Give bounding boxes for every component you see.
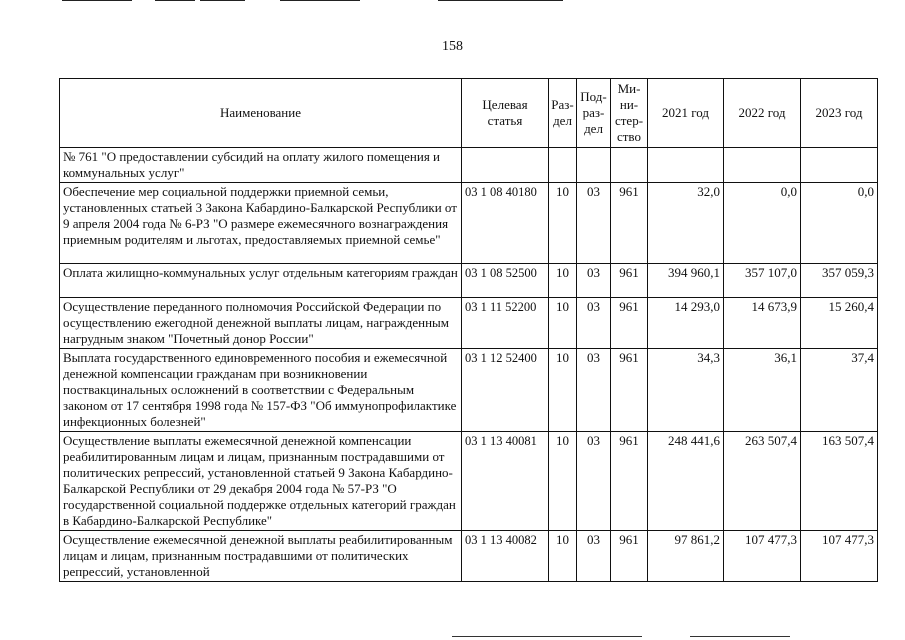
header-2023: 2023 год xyxy=(801,79,878,148)
row-2023: 15 260,4 xyxy=(801,298,878,349)
row-section: 10 xyxy=(549,349,577,432)
scan-artifact-line xyxy=(200,0,245,1)
row-2022: 263 507,4 xyxy=(724,432,801,531)
table-row xyxy=(60,432,878,531)
row-section: 10 xyxy=(549,298,577,349)
row-target-article: 03 1 13 40082 xyxy=(462,531,549,582)
table-row xyxy=(60,148,878,183)
row-2022: 107 477,3 xyxy=(724,531,801,582)
row-subsection: 03 xyxy=(577,264,611,298)
row-name: № 761 "О предоставлении субсидий на оплату жилого помещения и коммунальных услуг" xyxy=(60,148,462,183)
scan-artifact-line xyxy=(62,0,132,1)
row-name: Осуществление выплаты ежемесячной денежной компенсации реабилитированным лицам и лицам, признанным пострадавшими от политических репрессий, установленной статьей 9 Закона Кабардино-Балкарской Республики от 29 декабря 2004 года № 57-РЗ "О государственной социальной поддержке отдельных категорий граждан в Кабардино-Балкарской Республике" xyxy=(60,432,462,531)
row-ministry: 961 xyxy=(611,183,648,264)
table-row xyxy=(60,531,878,582)
row-target-article xyxy=(462,148,549,183)
scan-artifact-line xyxy=(438,0,563,1)
row-ministry: 961 xyxy=(611,432,648,531)
scan-artifact-line xyxy=(280,0,360,1)
row-ministry: 961 xyxy=(611,264,648,298)
row-subsection: 03 xyxy=(577,298,611,349)
header-ministry: Ми- ни- стер- ство xyxy=(611,79,648,148)
row-target-article: 03 1 13 40081 xyxy=(462,432,549,531)
row-subsection: 03 xyxy=(577,349,611,432)
scan-artifact-line xyxy=(690,636,790,637)
table-header-row xyxy=(60,79,878,148)
row-subsection: 03 xyxy=(577,432,611,531)
row-ministry: 961 xyxy=(611,531,648,582)
budget-table xyxy=(59,78,878,582)
row-target-article: 03 1 11 52200 xyxy=(462,298,549,349)
row-subsection: 03 xyxy=(577,183,611,264)
row-2023: 37,4 xyxy=(801,349,878,432)
row-ministry xyxy=(611,148,648,183)
row-2022: 0,0 xyxy=(724,183,801,264)
row-section: 10 xyxy=(549,531,577,582)
row-name: Обеспечение мер социальной поддержки приемной семьи, установленных статьей 3 Закона Кабардино-Балкарской Республики от 9 апреля 2004 года № 6-РЗ "О размере ежемесячного вознаграждения приемным родителям и льготах, предоставляемых приемной семье" xyxy=(60,183,462,264)
row-2022: 357 107,0 xyxy=(724,264,801,298)
scan-artifact-line xyxy=(155,0,195,1)
header-section: Раз- дел xyxy=(549,79,577,148)
row-2021: 14 293,0 xyxy=(648,298,724,349)
row-2022: 36,1 xyxy=(724,349,801,432)
header-target-article: Целевая статья xyxy=(462,79,549,148)
scan-artifact-line xyxy=(452,636,642,637)
row-name: Оплата жилищно-коммунальных услуг отдельным категориям граждан xyxy=(60,264,462,298)
table-row xyxy=(60,349,878,432)
row-section: 10 xyxy=(549,264,577,298)
row-subsection xyxy=(577,148,611,183)
row-2021: 248 441,6 xyxy=(648,432,724,531)
page-number: 158 xyxy=(442,39,463,54)
row-2021: 97 861,2 xyxy=(648,531,724,582)
row-2021: 34,3 xyxy=(648,349,724,432)
header-name: Наименование xyxy=(60,79,462,148)
row-2023: 0,0 xyxy=(801,183,878,264)
table-row xyxy=(60,264,878,298)
row-2021: 394 960,1 xyxy=(648,264,724,298)
header-2021: 2021 год xyxy=(648,79,724,148)
row-2021 xyxy=(648,148,724,183)
row-2023: 163 507,4 xyxy=(801,432,878,531)
row-2022: 14 673,9 xyxy=(724,298,801,349)
row-2022 xyxy=(724,148,801,183)
row-2023 xyxy=(801,148,878,183)
table-row xyxy=(60,183,878,264)
row-2023: 107 477,3 xyxy=(801,531,878,582)
row-target-article: 03 1 08 52500 xyxy=(462,264,549,298)
row-name: Выплата государственного единовременного пособия и ежемесячной денежной компенсации гражданам при возникновении поствакцинальных осложнений в соответствии с Федеральным законом от 17 сентября 1998 года № 157-ФЗ "Об иммунопрофилактике инфекционных болезней" xyxy=(60,349,462,432)
row-subsection: 03 xyxy=(577,531,611,582)
row-section: 10 xyxy=(549,432,577,531)
row-ministry: 961 xyxy=(611,298,648,349)
row-ministry: 961 xyxy=(611,349,648,432)
row-section: 10 xyxy=(549,183,577,264)
header-subsection: Под- раз- дел xyxy=(577,79,611,148)
row-target-article: 03 1 12 52400 xyxy=(462,349,549,432)
row-target-article: 03 1 08 40180 xyxy=(462,183,549,264)
row-name: Осуществление переданного полномочия Российской Федерации по осуществлению ежегодной денежной выплаты лицам, награжденным нагрудным знаком "Почетный донор России" xyxy=(60,298,462,349)
table-row xyxy=(60,298,878,349)
header-2022: 2022 год xyxy=(724,79,801,148)
row-section xyxy=(549,148,577,183)
row-2021: 32,0 xyxy=(648,183,724,264)
row-name: Осуществление ежемесячной денежной выплаты реабилитированным лицам и лицам, признанным пострадавшими от политических репрессий, установленной xyxy=(60,531,462,582)
row-2023: 357 059,3 xyxy=(801,264,878,298)
